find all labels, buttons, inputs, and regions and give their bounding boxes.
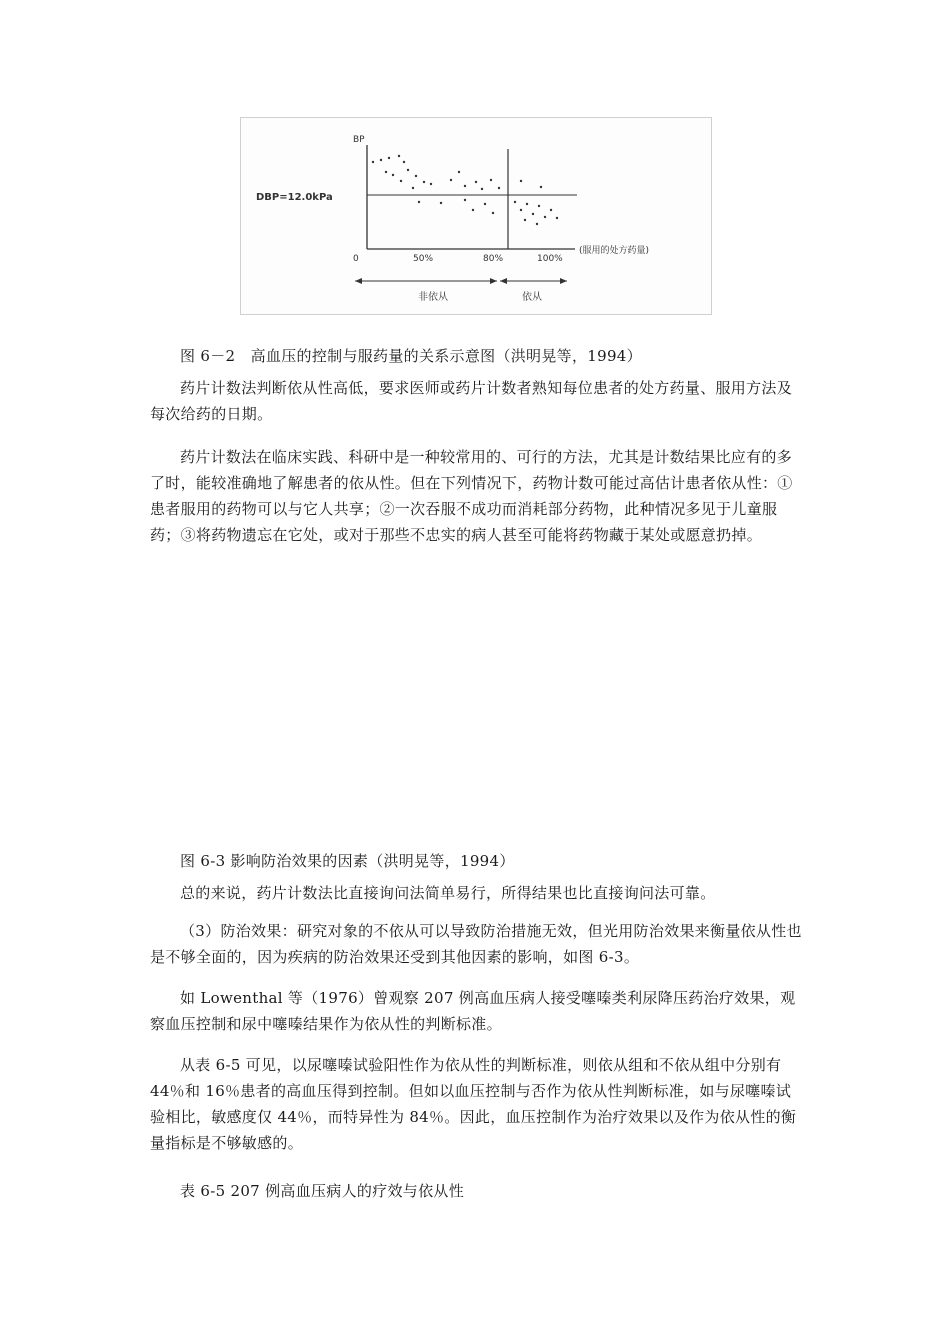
figure-6-2-plot xyxy=(241,118,711,314)
x-tick-80: 80% xyxy=(483,254,504,264)
scatter-point xyxy=(398,155,400,157)
scatter-point xyxy=(544,216,546,218)
scatter-point xyxy=(464,199,466,201)
arrow-right-icon xyxy=(490,278,497,284)
scatter-point xyxy=(540,186,542,188)
x-tick-100: 100% xyxy=(537,254,563,264)
figure-6-3-caption: 图 6-3 影响防治效果的因素（洪明晃等，1994） xyxy=(180,852,515,870)
scatter-point xyxy=(536,223,538,225)
scatter-point xyxy=(440,202,442,204)
figure-6-2-caption: 图 6－2 高血压的控制与服药量的关系示意图（洪明晃等，1994） xyxy=(180,347,642,365)
paragraph-4: （3）防治效果：研究对象的不依从可以导致防治措施无效，但光用防治效果来衡量依从性也是不够全面的，因为疾病的防治效果还受到其他因素的影响，如图 6-3。 xyxy=(150,922,802,966)
scatter-point xyxy=(458,171,460,173)
scatter-point xyxy=(550,209,552,211)
scatter-point xyxy=(372,161,374,163)
scatter-point xyxy=(430,183,432,185)
threshold-label: DBP=12.0kPa xyxy=(256,192,333,203)
scatter-point xyxy=(380,159,382,161)
scatter-point xyxy=(415,175,417,177)
scatter-point xyxy=(423,181,425,183)
scatter-point xyxy=(520,209,522,211)
scatter-point xyxy=(556,217,558,219)
scatter-point xyxy=(520,180,522,182)
figure-6-2 xyxy=(240,117,712,315)
scatter-point xyxy=(450,179,452,181)
scatter-point xyxy=(385,171,387,173)
scatter-point xyxy=(481,188,483,190)
paragraph-2: 药片计数法在临床实践、科研中是一种较常用的、可行的方法，尤其是计数结果比应有的多了时，能较准确地了解患者的依从性。但在下列情况下，药物计数可能过高估计患者依从性：①患者服用的药物可以与它人共享；②一次吞服不成功而消耗部分药物，此种情况多见于儿童服药；③将药物遗忘在它处，或对于那些不忠实的病人甚至可能将药物藏于某处或愿意扔掉。 xyxy=(150,448,793,544)
x-tick-50: 50% xyxy=(413,254,434,264)
scatter-point xyxy=(388,157,390,159)
x-tick-0: 0 xyxy=(353,254,359,264)
scatter-point xyxy=(464,185,466,187)
region-noncompliant-label: 非依从 xyxy=(418,292,448,303)
scatter-point xyxy=(492,212,494,214)
scatter-point xyxy=(403,161,405,163)
region-compliant-label: 依从 xyxy=(522,292,542,303)
arrow-left-icon xyxy=(500,278,507,284)
scatter-point xyxy=(412,187,414,189)
scatter-point xyxy=(400,180,402,182)
scatter-points xyxy=(372,155,558,225)
scatter-point xyxy=(532,213,534,215)
arrow-right-icon xyxy=(560,278,567,284)
table-6-5-caption: 表 6-5 207 例高血压病人的疗效与依从性 xyxy=(180,1182,464,1200)
scatter-point xyxy=(538,205,540,207)
scatter-point xyxy=(407,169,409,171)
scatter-point xyxy=(526,203,528,205)
scatter-point xyxy=(418,201,420,203)
paragraph-1: 药片计数法判断依从性高低，要求医师或药片计数者熟知每位患者的处方药量、服用方法及每次给药的日期。 xyxy=(150,379,793,423)
y-axis-label: BP xyxy=(353,135,365,145)
paragraph-5: 如 Lowenthal 等（1976）曾观察 207 例高血压病人接受噻嗪类利尿降压药治疗效果，观察血压控制和尿中噻嗪结果作为依从性的判断标准。 xyxy=(150,989,796,1033)
paragraph-6: 从表 6-5 可见，以尿噻嗪试验阳性作为依从性的判断标准，则依从组和不依从组中分别有 44％和 16％患者的高血压得到控制。但如以血压控制与否作为依从性判断标准，如与尿噻嗪试验相比，敏感度仅 44％，而特异性为 84％。因此，血压控制作为治疗效果以及作为依从性的衡量指标是不够敏感的。 xyxy=(150,1056,797,1152)
scatter-point xyxy=(514,201,516,203)
scatter-point xyxy=(392,174,394,176)
x-axis-label: (服用的处方药量) xyxy=(579,246,650,256)
arrow-left-icon xyxy=(355,278,362,284)
scatter-point xyxy=(490,179,492,181)
scatter-point xyxy=(475,181,477,183)
scatter-point xyxy=(498,187,500,189)
scatter-point xyxy=(524,219,526,221)
scatter-point xyxy=(484,203,486,205)
paragraph-3: 总的来说，药片计数法比直接询问法简单易行，所得结果也比直接询问法可靠。 xyxy=(180,884,716,902)
scatter-point xyxy=(472,209,474,211)
